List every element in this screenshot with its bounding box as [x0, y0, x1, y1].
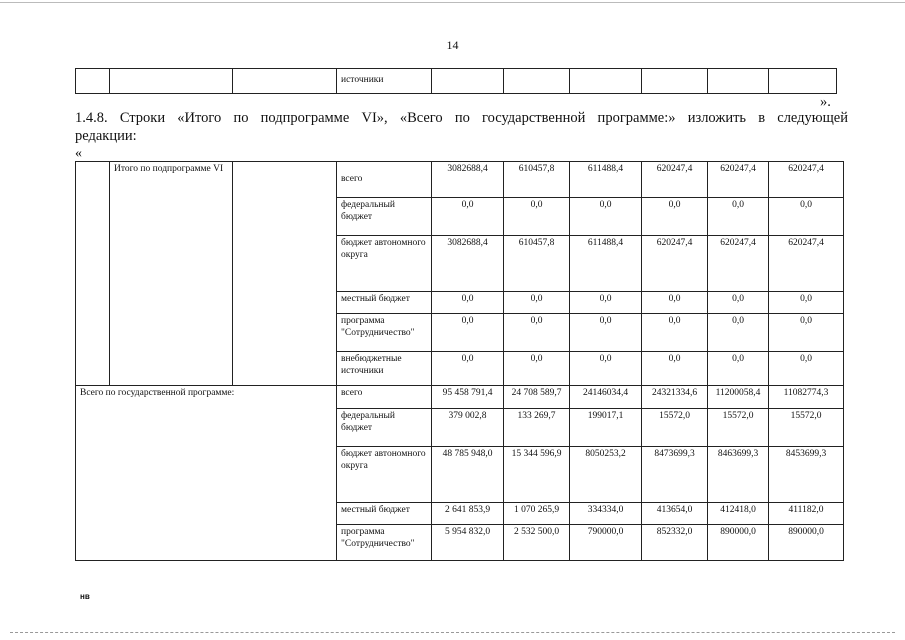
table-cell [76, 162, 110, 386]
funding-source-label: местный бюджет [337, 503, 432, 525]
funding-value: 0,0 [769, 198, 844, 236]
funding-source-label: местный бюджет [337, 292, 432, 314]
funding-value: 0,0 [504, 314, 570, 352]
funding-source-label: всего [337, 162, 432, 198]
funding-value: 1 070 265,9 [504, 503, 570, 525]
funding-value: 48 785 948,0 [432, 447, 504, 503]
funding-value: 0,0 [642, 352, 708, 386]
funding-value: 413654,0 [642, 503, 708, 525]
funding-value: 610457,8 [504, 236, 570, 292]
footer-mark: нв [80, 592, 90, 601]
funding-table [75, 161, 844, 561]
funding-value: 0,0 [769, 292, 844, 314]
table-row [76, 162, 844, 198]
funding-value: 334334,0 [570, 503, 642, 525]
funding-value: 95 458 791,4 [432, 386, 504, 409]
funding-value: 0,0 [432, 352, 504, 386]
funding-value: 412418,0 [708, 503, 769, 525]
table-row [76, 386, 844, 409]
funding-value: 133 269,7 [504, 409, 570, 447]
funding-value: 0,0 [708, 292, 769, 314]
funding-value: 620247,4 [708, 236, 769, 292]
funding-value: 0,0 [432, 198, 504, 236]
funding-value: 24321334,6 [642, 386, 708, 409]
program-title: Всего по государственной программе: [76, 386, 337, 561]
funding-value: 8453699,3 [769, 447, 844, 503]
funding-value: 890000,0 [769, 525, 844, 561]
funding-value: 0,0 [642, 198, 708, 236]
funding-value: 0,0 [504, 292, 570, 314]
funding-value: 11082774,3 [769, 386, 844, 409]
funding-value: 8473699,3 [642, 447, 708, 503]
table-cell [504, 69, 570, 94]
funding-value: 852332,0 [642, 525, 708, 561]
funding-value: 0,0 [504, 198, 570, 236]
funding-value: 0,0 [769, 314, 844, 352]
subprogram-title: Итого по подпрограмме VI [110, 162, 233, 386]
funding-value: 3082688,4 [432, 236, 504, 292]
table-cell [233, 162, 337, 386]
funding-value: 0,0 [570, 314, 642, 352]
funding-value: 611488,4 [570, 236, 642, 292]
table-cell [769, 69, 837, 94]
funding-value: 24146034,4 [570, 386, 642, 409]
page-number: 14 [446, 38, 459, 52]
amendment-text-continuation: редакции: [75, 128, 137, 144]
amendment-text: 1.4.8. Строки «Итого по подпрограмме VI», «Всего по государственной программе:» изложить в следующей [75, 110, 848, 126]
funding-value: 0,0 [432, 292, 504, 314]
table-cell [233, 69, 337, 94]
funding-value: 611488,4 [570, 162, 642, 198]
funding-value: 5 954 832,0 [432, 525, 504, 561]
source-label-cell: источники [337, 69, 432, 94]
funding-source-label: бюджет автономного округа [337, 447, 432, 503]
table-cell [110, 69, 233, 94]
funding-source-label: всего [337, 386, 432, 409]
funding-source-label: внебюджетные источники [337, 352, 432, 386]
funding-value: 11200058,4 [708, 386, 769, 409]
opening-quote: « [75, 146, 82, 161]
table-cell [76, 69, 110, 94]
scan-top-edge [0, 2, 905, 3]
table-row [76, 69, 837, 94]
funding-value: 0,0 [708, 198, 769, 236]
continuation-table [75, 68, 837, 94]
table-cell [708, 69, 769, 94]
funding-value: 0,0 [642, 292, 708, 314]
funding-value: 2 532 500,0 [504, 525, 570, 561]
funding-value: 0,0 [570, 292, 642, 314]
funding-value: 2 641 853,9 [432, 503, 504, 525]
funding-value: 620247,4 [642, 236, 708, 292]
table-cell [642, 69, 708, 94]
funding-source-label: программа "Сотрудничество" [337, 314, 432, 352]
table-cell [432, 69, 504, 94]
funding-value: 3082688,4 [432, 162, 504, 198]
funding-value: 379 002,8 [432, 409, 504, 447]
funding-value: 0,0 [570, 198, 642, 236]
funding-value: 15572,0 [642, 409, 708, 447]
funding-value: 0,0 [642, 314, 708, 352]
funding-value: 8463699,3 [708, 447, 769, 503]
funding-value: 620247,4 [642, 162, 708, 198]
funding-value: 620247,4 [769, 236, 844, 292]
funding-value: 0,0 [504, 352, 570, 386]
funding-source-label: программа "Сотрудничество" [337, 525, 432, 561]
funding-value: 790000,0 [570, 525, 642, 561]
funding-value: 8050253,2 [570, 447, 642, 503]
table-cell [570, 69, 642, 94]
funding-value: 890000,0 [708, 525, 769, 561]
funding-value: 610457,8 [504, 162, 570, 198]
funding-value: 411182,0 [769, 503, 844, 525]
funding-value: 0,0 [708, 352, 769, 386]
funding-value: 0,0 [432, 314, 504, 352]
funding-value: 15572,0 [769, 409, 844, 447]
funding-value: 15572,0 [708, 409, 769, 447]
funding-value: 0,0 [769, 352, 844, 386]
funding-value: 0,0 [708, 314, 769, 352]
funding-source-label: федеральный бюджет [337, 409, 432, 447]
funding-value: 24 708 589,7 [504, 386, 570, 409]
funding-value: 0,0 [570, 352, 642, 386]
funding-value: 199017,1 [570, 409, 642, 447]
funding-value: 620247,4 [769, 162, 844, 198]
funding-source-label: федеральный бюджет [337, 198, 432, 236]
closing-quote: ». [820, 94, 831, 110]
funding-source-label: бюджет автономного округа [337, 236, 432, 292]
funding-value: 15 344 596,9 [504, 447, 570, 503]
funding-value: 620247,4 [708, 162, 769, 198]
scan-bottom-edge [10, 632, 895, 633]
